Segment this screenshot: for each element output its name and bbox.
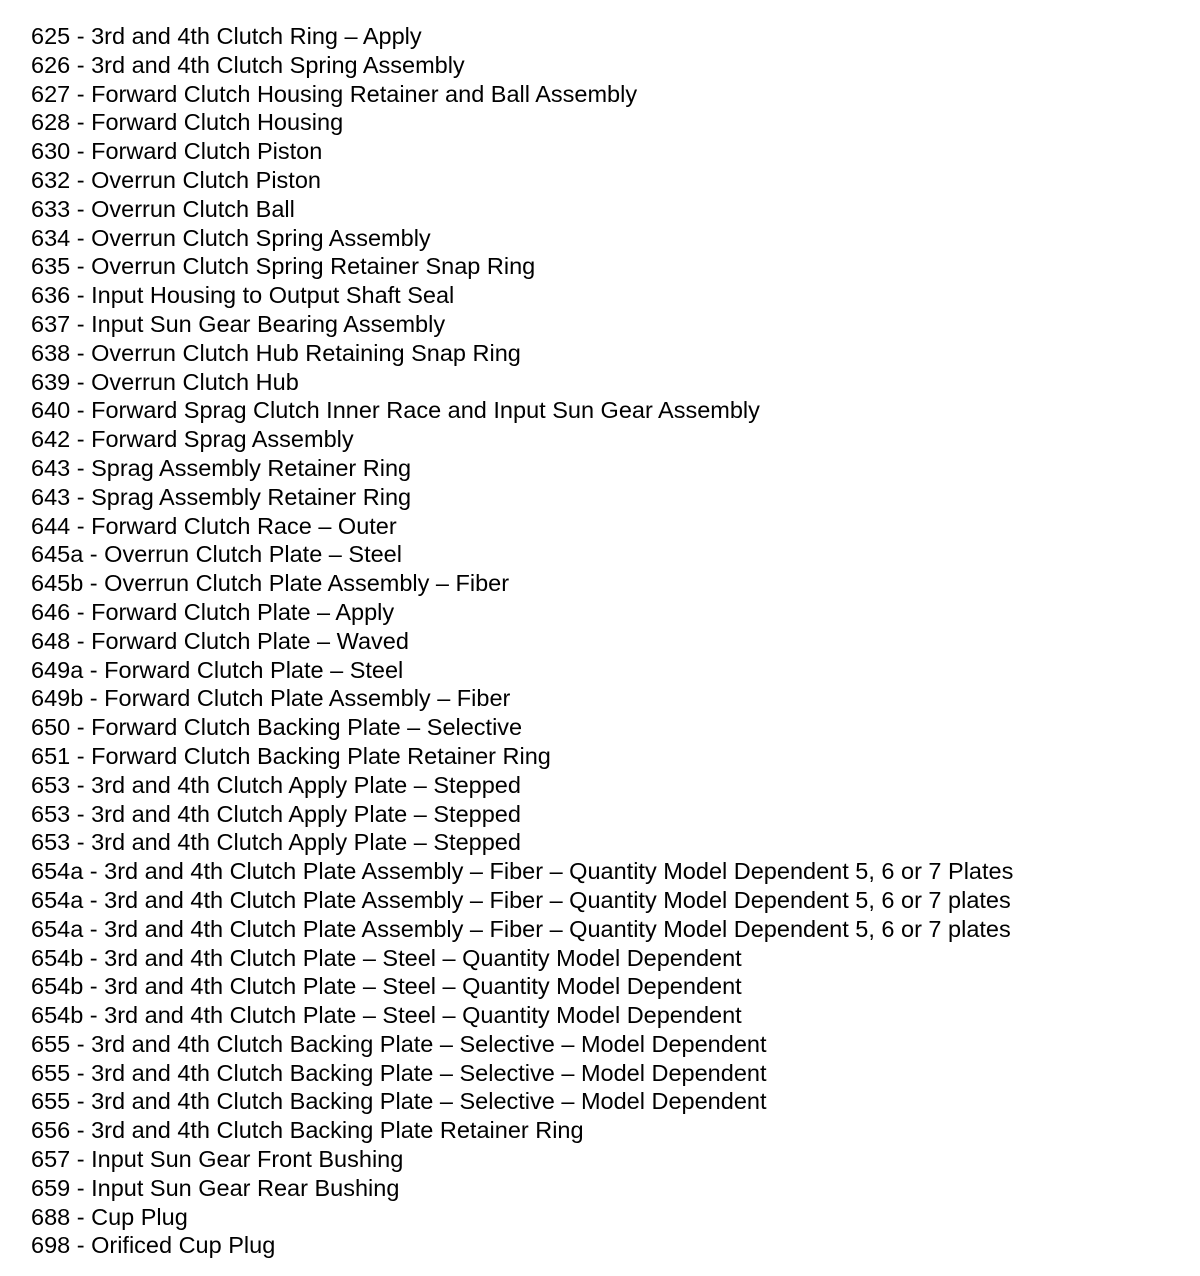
part-item: 640 - Forward Sprag Clutch Inner Race and Input Sun Gear Assembly — [31, 397, 760, 424]
part-item: 655 - 3rd and 4th Clutch Backing Plate – Selective – Model Dependent — [31, 1059, 767, 1086]
part-item: 638 - Overrun Clutch Hub Retaining Snap Ring — [31, 339, 521, 366]
part-item: 649b - Forward Clutch Plate Assembly – Fiber — [31, 685, 511, 712]
part-item: 655 - 3rd and 4th Clutch Backing Plate – Selective – Model Dependent — [31, 1088, 767, 1115]
part-item: 643 - Sprag Assembly Retainer Ring — [31, 454, 412, 481]
part-item: 657 - Input Sun Gear Front Bushing — [31, 1146, 404, 1173]
part-item: 654a - 3rd and 4th Clutch Plate Assembly – Fiber – Quantity Model Dependent 5, 6 or 7 plates — [31, 915, 1011, 942]
parts-legend-list — [31, 22, 1013, 1260]
part-item: 654b - 3rd and 4th Clutch Plate – Steel – Quantity Model Dependent — [31, 944, 742, 971]
part-item: 628 - Forward Clutch Housing — [31, 109, 344, 136]
part-item: 656 - 3rd and 4th Clutch Backing Plate Retainer Ring — [31, 1117, 584, 1144]
part-item: 650 - Forward Clutch Backing Plate – Selective — [31, 714, 523, 741]
part-item: 636 - Input Housing to Output Shaft Seal — [31, 282, 455, 309]
part-item: 632 - Overrun Clutch Piston — [31, 166, 321, 193]
part-item: 627 - Forward Clutch Housing Retainer and Ball Assembly — [31, 80, 638, 107]
part-item: 651 - Forward Clutch Backing Plate Retainer Ring — [31, 742, 551, 769]
part-item: 642 - Forward Sprag Assembly — [31, 426, 354, 453]
part-item: 635 - Overrun Clutch Spring Retainer Snap Ring — [31, 253, 536, 280]
part-item: 653 - 3rd and 4th Clutch Apply Plate – Stepped — [31, 771, 521, 798]
part-item: 654a - 3rd and 4th Clutch Plate Assembly – Fiber – Quantity Model Dependent 5, 6 or 7 plates — [31, 886, 1011, 913]
part-item: 630 - Forward Clutch Piston — [31, 138, 323, 165]
part-item: 654b - 3rd and 4th Clutch Plate – Steel – Quantity Model Dependent — [31, 1002, 742, 1029]
part-item: 659 - Input Sun Gear Rear Bushing — [31, 1174, 400, 1201]
part-item: 653 - 3rd and 4th Clutch Apply Plate – Stepped — [31, 800, 521, 827]
part-item: 698 - Orificed Cup Plug — [31, 1232, 276, 1259]
part-item: 639 - Overrun Clutch Hub — [31, 368, 299, 395]
part-item: 688 - Cup Plug — [31, 1203, 188, 1230]
part-item: 646 - Forward Clutch Plate – Apply — [31, 598, 395, 625]
part-item: 654a - 3rd and 4th Clutch Plate Assembly – Fiber – Quantity Model Dependent 5, 6 or 7 Plates — [31, 858, 1014, 885]
part-item: 643 - Sprag Assembly Retainer Ring — [31, 483, 412, 510]
part-item: 637 - Input Sun Gear Bearing Assembly — [31, 310, 446, 337]
part-item: 633 - Overrun Clutch Ball — [31, 195, 295, 222]
part-item: 626 - 3rd and 4th Clutch Spring Assembly — [31, 51, 465, 78]
part-item: 645a - Overrun Clutch Plate – Steel — [31, 541, 402, 568]
part-item: 655 - 3rd and 4th Clutch Backing Plate – Selective – Model Dependent — [31, 1030, 767, 1057]
part-item: 649a - Forward Clutch Plate – Steel — [31, 656, 404, 683]
part-item: 653 - 3rd and 4th Clutch Apply Plate – Stepped — [31, 829, 521, 856]
part-item: 634 - Overrun Clutch Spring Assembly — [31, 224, 431, 251]
part-item: 645b - Overrun Clutch Plate Assembly – Fiber — [31, 570, 510, 597]
part-item: 644 - Forward Clutch Race – Outer — [31, 512, 397, 539]
part-item: 625 - 3rd and 4th Clutch Ring – Apply — [31, 23, 422, 49]
part-item: 648 - Forward Clutch Plate – Waved — [31, 627, 409, 654]
part-item: 654b - 3rd and 4th Clutch Plate – Steel – Quantity Model Dependent — [31, 973, 742, 1000]
